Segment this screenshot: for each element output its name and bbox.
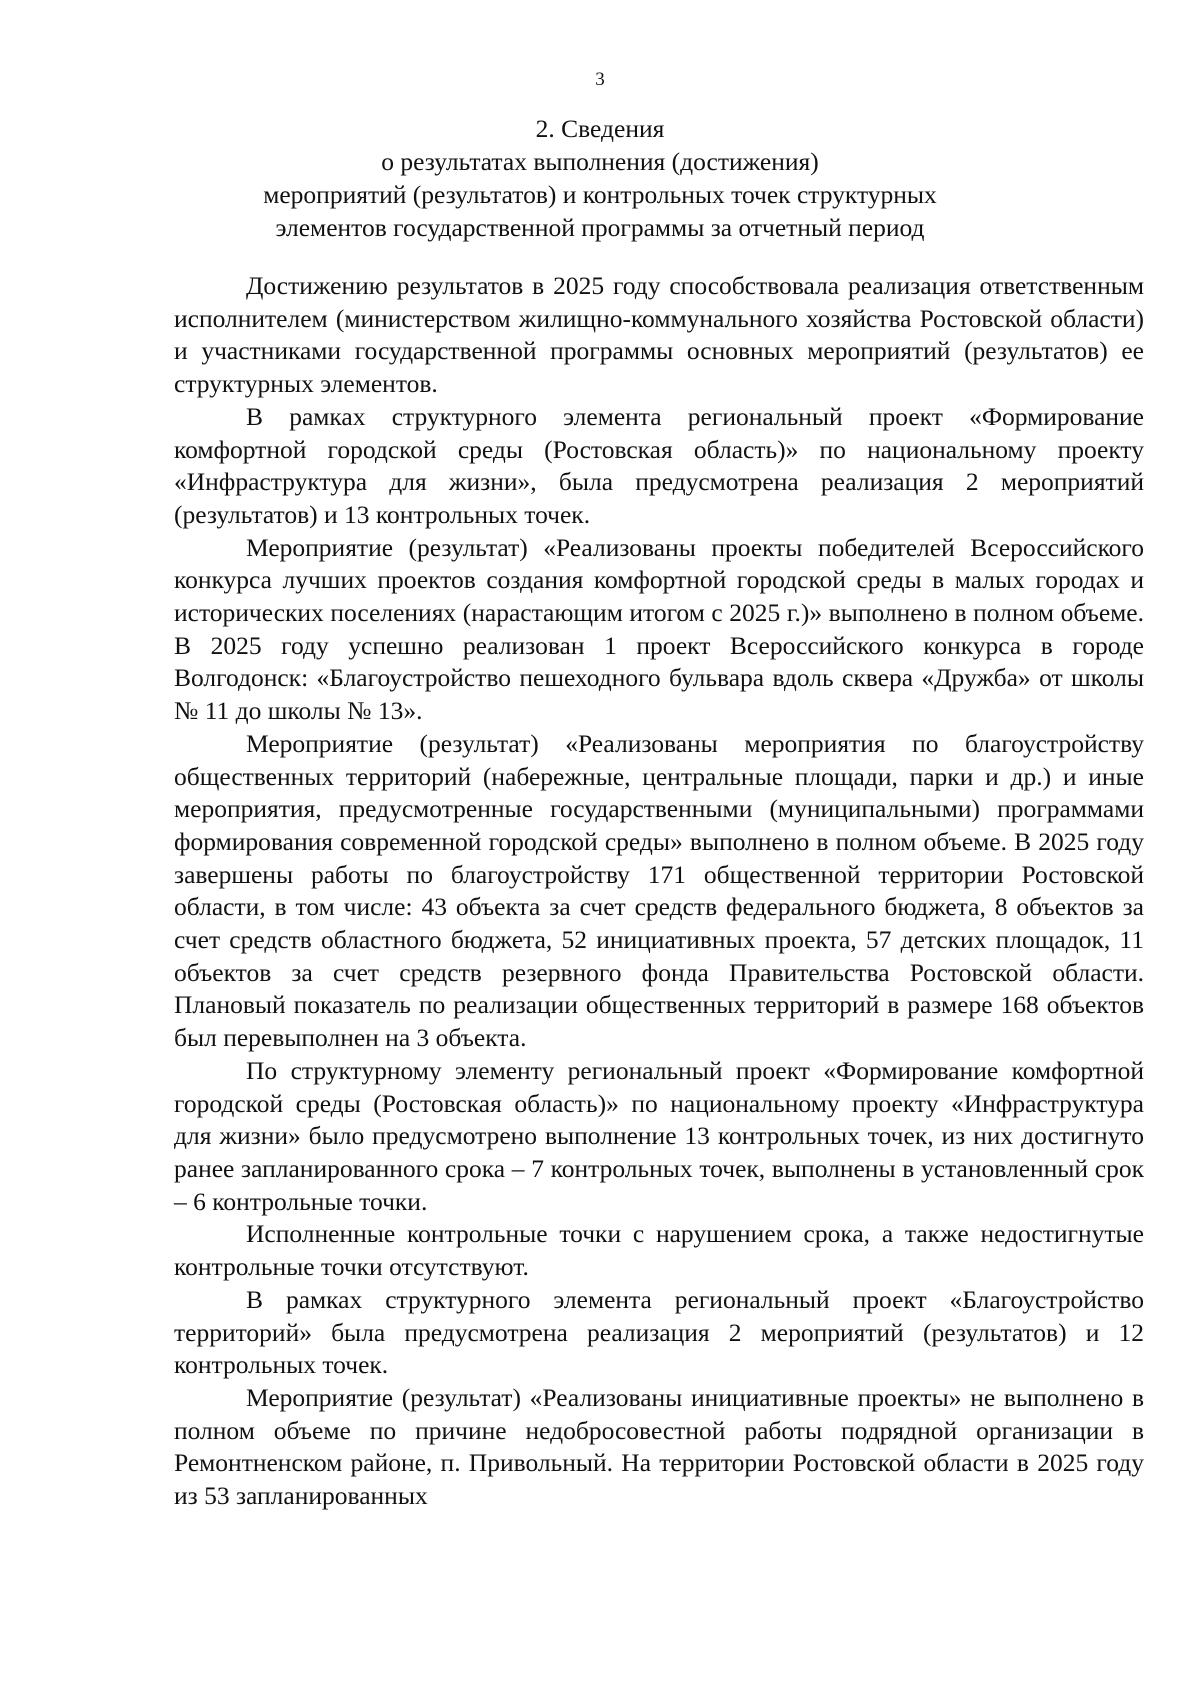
paragraph-8: Мероприятие (результат) «Реализованы инициативные проекты» не выполнено в полном объеме по причине недобросовестной работы подрядной организации в Ремонтненском районе, п. Привольный. На территории Ростовской области в 2025 году из 53 запланированных: [174, 1382, 1144, 1511]
paragraph-6: Исполненные контрольные точки с нарушением срока, а также недостигнутые контрольные точки отсутствуют.: [174, 1219, 1144, 1282]
paragraph-4: Мероприятие (результат) «Реализованы мероприятия по благоустройству общественных территорий (набережные, центральные площади, парки и др.) и иные мероприятия, предусмотренные государственными (муниципальными) программами формирования современной городской среды» выполнено в полном объеме. В 2025 году завершены работы по благоустройству 171 общественной территории Ростовской области, в том числе: 43 объекта за счет средств федерального бюджета, 8 объектов за счет средств областного бюджета, 52 инициативных проекта, 57 детских площадок, 11 объектов за счет средств резервного фонда Правительства Ростовской области. Плановый показатель по реализации общественных территорий в размере 168 объектов был перевыполнен на 3 объекта.: [174, 728, 1144, 1053]
section-heading: [170, 112, 1030, 244]
heading-line-1: 2. Сведения: [535, 114, 665, 143]
paragraph-7: В рамках структурного элемента региональный проект «Благоустройство территорий» была предусмотрена реализация 2 мероприятий (результатов) и 12 контрольных точек.: [174, 1284, 1144, 1380]
paragraph-2: В рамках структурного элемента региональный проект «Формирование комфортной городской среды (Ростовская область)» по национальному проекту «Инфраструктура для жизни», была предусмотрена реализация 2 мероприятий (результатов) и 13 контрольных точек.: [174, 401, 1144, 529]
heading-line-3: мероприятий (результатов) и контрольных точек структурных: [263, 180, 937, 209]
heading-line-2: о результатах выполнения (достижения): [381, 147, 819, 176]
paragraph-5: По структурному элементу региональный проект «Формирование комфортной городской среды (Ростовская область)» по национальному проекту «Инфраструктура для жизни» было предусмотрено выполнение 13 контрольных точек, из них достигнуто ранее запланированного срока – 7 контрольных точек, выполнены в установленный срок – 6 контрольные точки.: [174, 1055, 1144, 1216]
page-number: 3: [595, 69, 605, 90]
paragraph-1: Достижению результатов в 2025 году способствовала реализация ответственным исполнителем (министерством жилищно-коммунального хозяйства Ростовской области) и участниками государственной программы основных мероприятий (результатов) ее структурных элементов.: [174, 271, 1144, 399]
heading-line-4: элементов государственной программы за отчетный период: [275, 213, 925, 242]
body-text: [174, 270, 1144, 1513]
paragraph-3: Мероприятие (результат) «Реализованы проекты победителей Всероссийского конкурса лучших проектов создания комфортной городской среды в малых городах и исторических поселениях (нарастающим итогом с 2025 г.)» выполнено в полном объеме. В 2025 году успешно реализован 1 проект Всероссийского конкурса в городе Волгодонск: «Благоустройство пешеходного бульвара вдоль сквера «Дружба» от школы № 11 до школы № 13».: [174, 532, 1144, 726]
